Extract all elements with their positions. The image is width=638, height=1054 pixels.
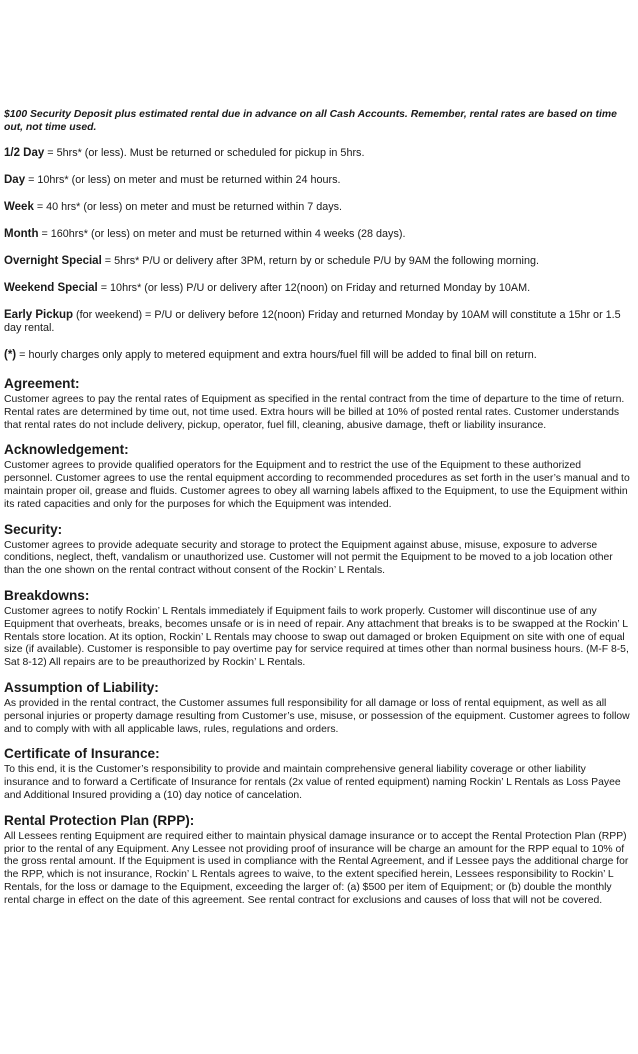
rate-description: = 10hrs* (or less) P/U or delivery after 12(noon) on Friday and returned Monday by 10AM. bbox=[97, 282, 531, 294]
rate-term: Day bbox=[4, 174, 26, 186]
rate-half-day bbox=[4, 147, 630, 160]
section-title: Security: bbox=[4, 521, 63, 537]
rate-hourly-note bbox=[4, 349, 630, 362]
section-body: All Lessees renting Equipment are required either to maintain physical damage insurance or to accept the Rental Protection Plan (RPP) prior to the rental of any Equipment. Any Lessee not providing proof of insurance will be charge an amount for the RPP equal to 10% of the gross rental amount. If the Equipment is used in compliance with the Rental Agreement, and if Lessee pays the additional charge for the RPP, which is not insurance, Rockin’ L Rentals agrees to waive, to the extent specified herein, Lessees responsibility to Rockin’ L Rentals, for the loss or damage to the Equipment, exceeding the larger of: (a) $500 per item of Equipment; or (b) double the monthly rental charge in effect on the date of this agreement. See rental contract for exclusions and causes of loss that will not be covered. bbox=[4, 830, 629, 906]
rate-early-pickup bbox=[4, 309, 630, 335]
rate-term: Weekend Special bbox=[4, 282, 98, 294]
section-rental-protection-plan bbox=[4, 813, 630, 908]
rate-description: (for weekend) = P/U or delivery before 12(noon) Friday and returned Monday by 10AM will constitute a 15hr or 1.5 day rental. bbox=[4, 309, 621, 334]
rate-term: Overnight Special bbox=[4, 255, 102, 267]
section-certificate-of-insurance bbox=[4, 746, 630, 802]
rate-weekend-special bbox=[4, 282, 630, 295]
rate-list bbox=[4, 147, 630, 362]
section-title: Certificate of Insurance: bbox=[4, 746, 160, 762]
section-security bbox=[4, 522, 630, 578]
rate-term: Month bbox=[4, 228, 39, 240]
rate-description: = hourly charges only apply to metered equipment and extra hours/fuel fill will be added to final bill on return. bbox=[16, 349, 537, 361]
rate-month bbox=[4, 228, 630, 241]
section-title: Agreement: bbox=[4, 376, 80, 391]
rate-term: (*) bbox=[4, 349, 17, 361]
rate-description: = 10hrs* (or less) on meter and must be returned within 24 hours. bbox=[25, 174, 341, 186]
section-title: Rental Protection Plan (RPP): bbox=[4, 812, 195, 828]
rate-week bbox=[4, 201, 630, 214]
rate-description: = 40 hrs* (or less) on meter and must be returned within 7 days. bbox=[33, 201, 343, 213]
section-body: To this end, it is the Customer’s responsibility to provide and maintain comprehensive general liability coverage or other liability insurance and to forward a Certificate of Insurance for rentals (2x value of rented equipment) naming Rockin’ L Rentals as Loss Payee and Additional Insured providing a (10) day notice of cancelation. bbox=[4, 764, 621, 801]
section-body: Customer agrees to notify Rockin’ L Rentals immediately if Equipment fails to work properly. Customer will discontinue use of any Equipment that overheats, breaks, becomes unsafe or is in need of repair. Any attachment that breaks is to be swapped at the Rockin’ L Rentals store location. At its option, Rockin’ L Rentals may choose to swap out damaged or broken Equipment on site with one of equal size (if available). Customer is responsible to pay overtime pay for service required at times other than normal business hours. (M-F 8-5, Sat 8-12) All repairs are to be preauthorized by Rockin’ L Rentals. bbox=[4, 605, 629, 669]
section-title: Assumption of Liability: bbox=[4, 679, 159, 695]
section-agreement bbox=[4, 376, 630, 432]
rental-terms-document bbox=[4, 108, 630, 918]
section-title: Acknowledgement: bbox=[4, 442, 129, 458]
section-body: Customer agrees to provide adequate security and storage to protect the Equipment against abuse, misuse, exposure to adverse conditions, neglect, theft, vandalism or unauthorized use. Customer will not permit the Equipment to be moved to a job location other than the one shown on the rental contract without consent of the Rockin’ L Rentals. bbox=[4, 539, 613, 577]
rate-overnight-special bbox=[4, 255, 630, 268]
rate-description: = 5hrs* (or less). Must be returned or scheduled for pickup in 5hrs. bbox=[44, 147, 365, 159]
section-acknowledgement bbox=[4, 442, 630, 511]
section-body: As provided in the rental contract, the Customer assumes full responsibility for all damage or loss of rental equipment, as well as all personal injuries or property damage resulting from Customer’s use, misuse, or possession of the equipment. Customer agrees to follow and to comply with with all applicable laws, rules, regulations and orders. bbox=[4, 697, 630, 735]
rate-day bbox=[4, 174, 630, 187]
section-breakdowns bbox=[4, 588, 630, 670]
rate-term: Early Pickup bbox=[4, 309, 74, 321]
rate-description: = 5hrs* P/U or delivery after 3PM, return by or schedule P/U by 9AM the following morning. bbox=[101, 255, 539, 267]
section-title: Breakdowns: bbox=[4, 587, 90, 603]
deposit-notice: $100 Security Deposit plus estimated rental due in advance on all Cash Accounts. Remember, rental rates are based on time out, not time used. bbox=[4, 109, 617, 133]
rate-term: 1/2 Day bbox=[4, 147, 45, 159]
rate-description: = 160hrs* (or less) on meter and must be returned within 4 weeks (28 days). bbox=[38, 228, 406, 240]
section-body: Customer agrees to provide qualified operators for the Equipment and to restrict the use of the Equipment to these authorized personnel. Customer agrees to use the rental equipment according to recommended procedures as set forth in the user’s manual and to maintain proper oil, grease and fluids. Customer agrees to obey all warning labels affixed to the Equipment, to use the Equipment within its rated capacities and only for the purposes for which the Equipment was intended. bbox=[4, 460, 630, 510]
section-assumption-of-liability bbox=[4, 680, 630, 736]
section-body: Customer agrees to pay the rental rates of Equipment as specified in the rental contract from the time of departure to the time of return. Rental rates are determined by time out, not time used. Extra hours will be billed at 10% of posted rental rates. Customer understands that rental rates do not include delivery, pickup, operator, fuel fill, cleaning, abusive damage, theft or liability insurance. bbox=[4, 394, 625, 431]
rate-term: Week bbox=[4, 201, 34, 213]
